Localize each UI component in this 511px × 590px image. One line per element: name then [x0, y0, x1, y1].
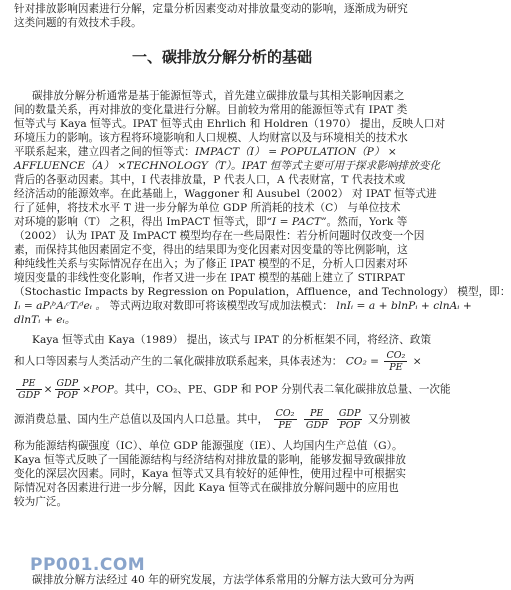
text-line: 行了延伸，将技术水平 T 进一步分解为单位 GDP 所消耗的技术（C） 与单位技术: [14, 202, 401, 214]
text-line: 称为能源结构碳强度（IC）、单位 GDP 能源强度（IE）、人均国内生产总值（G）。: [14, 440, 403, 452]
text-line: 环境压力的影响。该方程将环境影响和人口规模、人均财富以及与环境相关的技术水: [14, 132, 408, 144]
text-line: 变化的深层次因素。同时，Kaya 恒等式又具有较好的延伸性，使用过程中可根据实: [14, 468, 407, 480]
text-span: 对环境的影响（T） 之积，得出 ImPACT 恒等式，即: [14, 216, 267, 228]
text-line: （2002） 认为 IPAT 及 ImPACT 模型均存在一些局限性：若分析问题时仅改变一个因: [14, 230, 425, 242]
fraction-numerator: PE: [16, 378, 42, 390]
text-line: 碳排放分解方法经过 40 年的研究发展，方法学体系常用的分解方法大致可分为两: [32, 574, 415, 586]
text-line: 经济活动的能源效率。在此基础上，Waggoner 和 Ausubel（2002） 对 IPAT 恒等式进: [14, 188, 437, 200]
text-span: 平联系起来，建立四者之间的恒等式：: [14, 146, 195, 158]
text-line: [14, 216, 436, 229]
kaya-fraction: [384, 350, 407, 373]
fraction-numerator: GDP: [338, 408, 361, 419]
ratio-fraction: [337, 408, 363, 431]
times-sign: ×: [412, 355, 422, 368]
section-heading: 一、碳排放分解分析的基础: [131, 48, 312, 66]
text-span: 又分别被: [367, 413, 411, 426]
text-line: Kaya 恒等式由 Kaya（1989） 提出，该式与 IPAT 的分析框架不同，将经济、政策: [32, 334, 432, 346]
stirpat-formula: Iᵢ = aPᵢᵇAᵢᶜTᵢᵈeᵢ 。: [14, 300, 107, 312]
text-line: 素，而保持其他因素固定不变，得出的结果即为变化因素对因变量的等比例影响，这: [14, 244, 408, 256]
text-line: 种纯线性关系与实际情况存在出入；为了修正 IPAT 模型的不足，分析人口因素对环: [14, 258, 408, 270]
kaya-lhs: CO₂ =: [345, 355, 380, 368]
site-watermark: PP001.COM: [30, 555, 146, 575]
fraction-numerator: CO₂: [386, 350, 406, 361]
ipat-formula: IMPACT（I） = POPULATION（P） ×: [194, 146, 397, 158]
impact-formula: “I = PACT”: [266, 216, 327, 228]
text-line: Kaya 恒等式反映了一国能源结构与经济结构对排放量的影响，能够发掘导致碳排放: [14, 454, 407, 466]
text-line: 恒等式与 Kaya 恒等式。IPAT 恒等式由 Ehrlich 和 Holdren（1970） 提出，反映人口对: [14, 118, 446, 130]
fraction-numerator: PE: [304, 408, 330, 420]
kaya-fraction: [55, 378, 81, 401]
text-span: 等式两边取对数即可将该模型改写成加法模式：: [109, 300, 333, 312]
fraction-denominator: GDP: [18, 390, 40, 401]
text-line: 境因变量的非线性变化影响，作者又进一步在 IPAT 模型的基础上建立了 STIRPAT: [14, 272, 405, 284]
log-formula: lnIᵢ = a + blnPᵢ + clnAᵢ +: [336, 300, 472, 312]
text-line: 碳排放分解分析通常是基于能源恒等式，首先建立碳排放量与其相关影响因素之: [32, 90, 405, 102]
ratio-line: [14, 408, 436, 431]
text-span: 。其中，CO₂、PE、GDP 和 POP 分别代表二氧化碳排放总量、一次能: [113, 383, 451, 396]
text-span: 。然而，York 等: [326, 216, 408, 228]
text-line: 针对排放影响因素进行分解，定量分析因素变动对排放量变动的影响，逐渐成为研究: [14, 3, 408, 15]
text-line: 这类问题的有效技术手段。: [14, 17, 142, 29]
text-line: dlnTᵢ + eᵢ。: [14, 314, 76, 326]
fraction-denominator: PE: [389, 362, 403, 373]
kaya-fraction: [16, 378, 42, 401]
text-line: AFFLUENCE（A） ×TECHNOLOGY（T）。IPAT 恒等式主要可用于探求影响排放变化: [14, 160, 441, 172]
text-line: 间的数量关系，再对排放的变化量进行分解。目前较为常用的能源恒等式有 IPAT 类: [14, 104, 408, 116]
text-span: 源消费总量、国内生产总值以及国内人口总量。其中，: [14, 413, 269, 426]
fraction-numerator: CO₂: [275, 408, 295, 419]
ratio-fraction: [304, 408, 330, 431]
kaya-line: [14, 350, 436, 373]
text-line: 较为广泛。: [14, 496, 68, 508]
text-line: （Stochastic Impacts by Regression on Population，Affluence，and Technology） 模型，即：: [14, 286, 511, 298]
text-line: 际情况对各因素进行进一步分解，因此 Kaya 恒等式在碳排放分解问题中的应用也: [14, 482, 399, 494]
fraction-denominator: POP: [57, 390, 78, 401]
text-line: 背后的各驱动因素。其中，I 代表排放量，P 代表人口，A 代表财富，T 代表技术或: [14, 174, 406, 186]
text-span: 和人口等因素与人类活动产生的二氧化碳排放联系起来，具体表述为：: [14, 355, 343, 368]
times-sign: ×: [43, 383, 53, 396]
fraction-denominator: PE: [278, 420, 292, 431]
fraction-numerator: GDP: [56, 378, 79, 389]
fraction-denominator: POP: [339, 420, 360, 431]
kaya-tail: ×POP: [82, 383, 114, 396]
fraction-denominator: GDP: [305, 420, 328, 431]
kaya-line-2: [14, 378, 451, 401]
ratio-fraction: [274, 408, 297, 431]
text-line: [14, 146, 436, 159]
text-line: [14, 300, 472, 313]
